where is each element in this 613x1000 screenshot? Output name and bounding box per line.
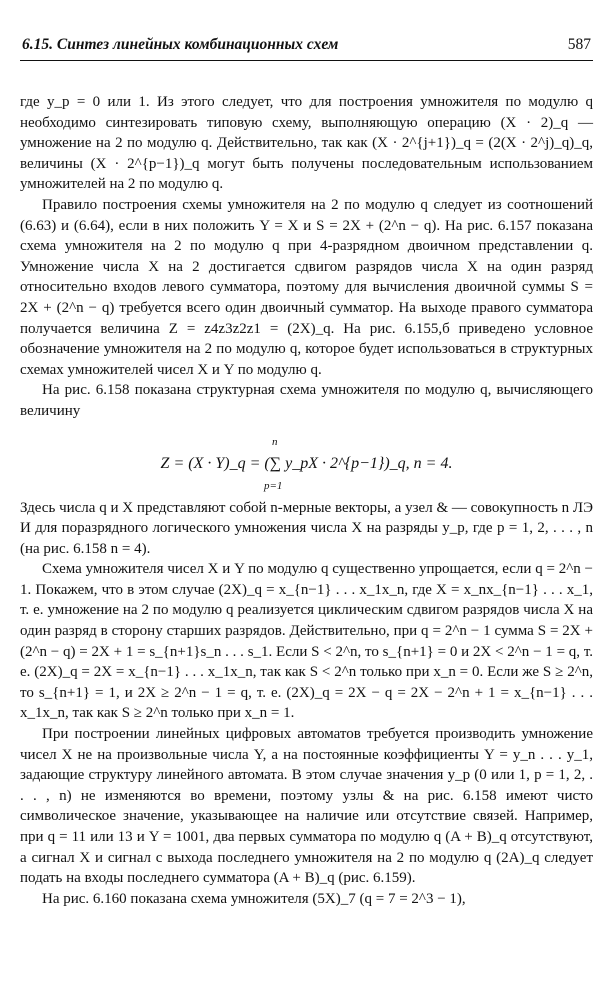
paragraph-6: При построении линейных цифровых автоматов требуется производить умножение чисел X не на произвольные числа Y, а на постоянные коэффициенты Y = y_n . . . y_1, задающие структуру линейного автомата. В этом случае значения y_p (0 или 1, p = 1, 2, . . . , n) не изменяются во времени, поэтому узлы & на рис. 6.158 имеют чисто символическое значение, указывающее на наличие или отсутствие связей. Например, при q = 11 или 13 и Y = 1001, два первых сумматора по модулю q (A + B)_q отсутствуют, а сигнал X и сигнал с выхода последнего умножителя на 2 по модулю q (2A)_q следует подать на входы последнего сумматора (A + B)_q (рис. 6.159). [20, 726, 593, 887]
paragraph-2: Правило построения схемы умножителя на 2 по модулю q следует из соотношений (6.63) и (6.64), если в них положить Y = X и S = 2X + (2^n − q). На рис. 6.157 показана схема умножителя на 2 по модулю q при 4-разрядном двоичном представлении q. Умножение числа X на 2 достигается сдвигом разрядов числа X на один разряд относительно входов левого сумматора, поэтому для вычисления двоичной суммы S = 2X + (2^n − q) требуется всего один двоичный сумматор. На выходе правого сумматора получается величина Z = z4z3z2z1 = (2X)_q. На рис. 6.155,б приведено условное обозначение умножителя на 2 по модулю q, которое будет использоваться в структурных схемах умножителей чисел X и Y по модулю q. [20, 196, 593, 378]
paragraph-1: где y_p = 0 или 1. Из этого следует, что для построения умножителя по модулю q необходимо синтезировать типовую схему, выполняющую операцию (X · 2)_q — умножение на 2 по модулю q. Действительно, так как (X · 2^{j+1})_q = (2(X · 2^j)_q)_q, величины (X · 2^{p−1})_q могут быть получены последовательным использованием умножителей на 2 по модулю q. [20, 94, 593, 193]
formula-main: Z = (X · Y)_q = (∑ y_pX · 2^{p−1})_q, n = 4. [160, 454, 453, 472]
paragraph-7: На рис. 6.160 показана схема умножителя (5X)_7 (q = 7 = 2^3 − 1), [42, 890, 466, 907]
paragraph-5: Схема умножителя чисел X и Y по модулю q существенно упрощается, если q = 2^n − 1. Покажем, что в этом случае (2X)_q = x_{n−1} . . . x_1x_n, где X = x_nx_{n−1} . . . x_1, т. е. умножение на 2 по модулю q реализуется циклическим сдвигом разрядов числа X на один разряд в сторону старших разрядов. Действительно, при q = 2^n − 1 сумма S = 2X + (2^n − q) = 2X + 1 = s_{n+1}s_n . . . s_1. Если S < 2^n, то s_{n+1} = 0 и 2X < 2^n − 1 = q, т. е. (2X)_q = 2X = x_{n−1} . . . x_1x_n, так как S < 2^n только при x_n = 0. Если же S ≥ 2^n, то s_{n+1} = 1, и 2X ≥ 2^n − 1 = q, т. е. (2X)_q = 2X − q = 2X − 2^n + 1 = x_{n−1} . . . x_1x_n, так как S ≥ 2^n только при x_n = 1. [20, 561, 593, 722]
paragraph-4: Здесь числа q и X представляют собой n-мерные векторы, а узел & — совокупность n ЛЭ И для поразрядного логического умножения числа X на разряды y_p, где p = 1, 2, . . . , n (на рис. 6.158 n = 4). [20, 499, 593, 557]
sum-upper-limit: n [272, 435, 278, 448]
section-title: 6.15. Синтез линейных комбинационных схем [22, 36, 339, 53]
page-number: 587 [567, 36, 591, 53]
paragraph-3: На рис. 6.158 показана структурная схема умножителя по модулю q, вычисляющего величину [20, 382, 593, 419]
sum-lower-limit: p=1 [264, 479, 283, 492]
running-header [22, 36, 591, 54]
header-rule [20, 60, 593, 61]
display-formula [20, 432, 593, 492]
page-body [20, 92, 593, 909]
